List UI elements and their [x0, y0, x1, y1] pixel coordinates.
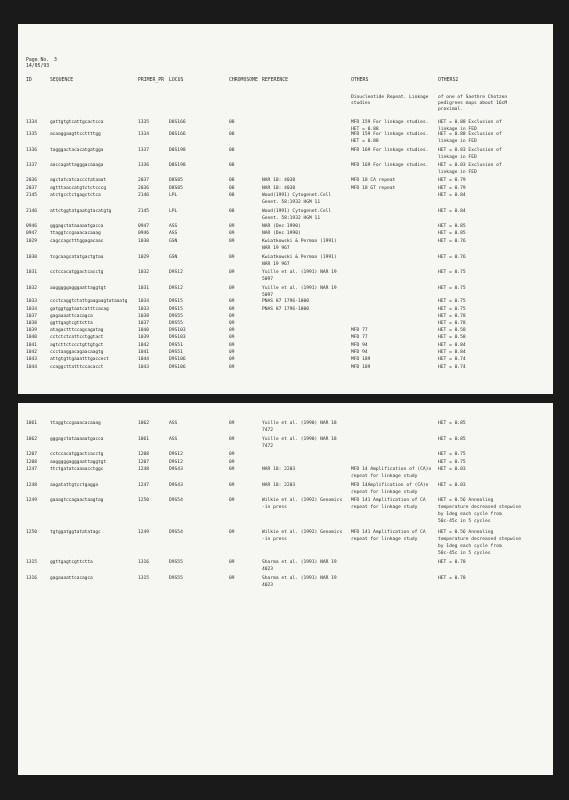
- row-id: 1335: [26, 132, 38, 137]
- row-chromosome: 08: [229, 186, 235, 191]
- row-sequence: gagaaaattcacagca: [50, 314, 93, 319]
- row-others: repeat for linkage study: [351, 474, 418, 479]
- row-chromosome: 09: [229, 350, 235, 355]
- row-id: 0946: [26, 224, 38, 229]
- column-header-id: ID: [26, 78, 32, 83]
- row-reference: Sharma et al. (1991) NAR 19: [262, 576, 337, 581]
- row-others2: HET = 0.58: [438, 328, 466, 333]
- row-locus: D9S55: [169, 321, 183, 326]
- row-primer-pair: 1336: [138, 163, 150, 168]
- row-others2: HET = 0.85: [438, 421, 466, 426]
- row-chromosome: 09: [229, 560, 235, 565]
- row-primer-pair: 1040: [138, 328, 150, 333]
- row-id: 1061: [26, 421, 38, 426]
- page-number: 3: [54, 58, 57, 63]
- row-chromosome: 08: [229, 148, 235, 153]
- row-chromosome: 09: [229, 357, 235, 362]
- row-sequence: cctctctcattcctggtact: [50, 335, 104, 340]
- row-reference: Yuille et al. (1991) NAR 19: [262, 270, 337, 275]
- row-locus: D9S54: [169, 498, 183, 503]
- row-others2: linkage in FED: [438, 139, 477, 144]
- row-others2: HET = 0.74: [438, 357, 466, 362]
- row-locus: LPL: [169, 209, 178, 214]
- row-primer-pair: 1248: [138, 467, 150, 472]
- row-primer-pair: 1039: [138, 335, 150, 340]
- row-others2: HET = 0.78: [438, 321, 466, 326]
- row-id: 1033: [26, 299, 38, 304]
- others2-header-note: proximal.: [438, 107, 463, 112]
- row-reference: 5097: [262, 277, 274, 282]
- row-id: 0947: [26, 231, 38, 236]
- row-id: 1249: [26, 498, 38, 503]
- row-others2: HET = 0.56 Annealing: [438, 530, 494, 535]
- row-primer-pair: 1031: [138, 286, 150, 291]
- row-reference: Yuille et al. (1990) NAR 18: [262, 437, 337, 442]
- row-reference: Kwiatkowski & Perman (1991): [262, 239, 337, 244]
- row-primer-pair: 2037: [138, 178, 150, 183]
- row-others: MFD 189: [351, 365, 371, 370]
- row-others2: HET = 0.84: [438, 209, 466, 214]
- row-others2: HET = 0.78: [438, 576, 466, 581]
- row-id: 1032: [26, 286, 38, 291]
- row-locus: D8S166: [169, 132, 186, 137]
- row-others2: HET = 0.76: [438, 239, 466, 244]
- row-chromosome: 09: [229, 452, 235, 457]
- row-sequence: agctatcatcaccctataaat: [50, 178, 106, 183]
- row-reference: Yuille et al. (1991) NAR 19: [262, 286, 337, 291]
- row-reference: Wilkie et al. (1992) Genomics: [262, 530, 343, 535]
- row-others: MFD 141 Amplification of CA: [351, 530, 426, 535]
- row-chromosome: 08: [229, 178, 235, 183]
- row-reference: NAR 18: 4038: [262, 186, 296, 191]
- row-primer-pair: 1044: [138, 357, 150, 362]
- page-number-label: Page No.: [26, 58, 50, 63]
- row-chromosome: 09: [229, 270, 235, 275]
- row-locus: LPL: [169, 193, 178, 198]
- row-primer-pair: 1061: [138, 437, 150, 442]
- document-sheet-bottom: [18, 403, 553, 775]
- page-date: 14/05/93: [26, 64, 50, 69]
- row-id: 1248: [26, 483, 38, 488]
- row-others2: HET = 0.78: [438, 560, 466, 565]
- row-sequence: aagatattgtcctgagga: [50, 483, 98, 488]
- row-sequence: tgtggatggtatatatagc: [50, 530, 101, 535]
- row-sequence: attctggtatgaatgtacatgtg: [50, 209, 112, 214]
- row-locus: D9S54: [169, 530, 183, 535]
- row-locus: D9S15: [169, 307, 183, 312]
- row-locus: D9S43: [169, 467, 183, 472]
- row-id: 2036: [26, 178, 38, 183]
- row-locus: D9S15: [169, 299, 183, 304]
- row-chromosome: 08: [229, 209, 235, 214]
- row-sequence: gatggtggtaatcatttcacag: [50, 307, 109, 312]
- row-reference: NAR 19 967: [262, 262, 290, 267]
- row-reference: NAR 18: 4038: [262, 178, 296, 183]
- row-chromosome: 09: [229, 224, 235, 229]
- row-primer-pair: 1032: [138, 270, 150, 275]
- row-sequence: gaaagtccagaactaagtag: [50, 498, 104, 503]
- others2-header-note: of one of Saethre Chotzen: [438, 95, 508, 100]
- row-primer-pair: 1208: [138, 452, 150, 457]
- row-others2: linkage in FED: [438, 127, 477, 132]
- row-others2: 50c-45c in 5 cycles: [438, 551, 491, 556]
- column-header-sequence: SEQUENCE: [50, 78, 74, 83]
- row-sequence: aaccagattagggacaaaga: [50, 163, 104, 168]
- row-reference: -in press: [262, 537, 287, 542]
- row-primer-pair: 0946: [138, 231, 150, 236]
- row-others2: HET = 0.83: [438, 467, 466, 472]
- row-id: 1044: [26, 365, 38, 370]
- row-chromosome: 09: [229, 307, 235, 312]
- column-header-others2: OTHERS2: [438, 78, 459, 83]
- row-chromosome: 09: [229, 576, 235, 581]
- row-others2: HET = 0.75: [438, 452, 466, 457]
- row-others2: HET = 0.84: [438, 193, 466, 198]
- column-header-chromosome: CHROMOSOME: [229, 78, 258, 83]
- row-reference: -in press: [262, 505, 287, 510]
- row-chromosome: 09: [229, 460, 235, 465]
- row-others: MFD 94: [351, 343, 368, 348]
- row-primer-pair: 1037: [138, 321, 150, 326]
- row-primer-pair: 2146: [138, 193, 150, 198]
- row-sequence: gattgtgtcattgcactcca: [50, 120, 104, 125]
- row-others: repeat for linkage study: [351, 490, 418, 495]
- row-chromosome: 08: [229, 120, 235, 125]
- row-id: 1334: [26, 120, 38, 125]
- row-others2: HET = 0.56 Annealing: [438, 498, 494, 503]
- row-locus: D9S103: [169, 328, 186, 333]
- row-others: MFD 77: [351, 328, 368, 333]
- row-reference: Wood(1991) Cytogenet.Cell: [262, 193, 332, 198]
- row-primer-pair: 1334: [138, 132, 150, 137]
- row-chromosome: 09: [229, 437, 235, 442]
- row-locus: D9S43: [169, 483, 183, 488]
- row-primer-pair: 2036: [138, 186, 150, 191]
- row-reference: Kwiatkowski & Perman (1991): [262, 255, 337, 260]
- row-others2: HET = 0.88 Exclusion of: [438, 120, 502, 125]
- row-others2: HET = 0.83: [438, 483, 466, 488]
- row-sequence: ggttgagtcgttctta: [50, 321, 93, 326]
- row-sequence: ggttgagtcgttctta: [50, 560, 93, 565]
- row-sequence: atctgcctctgagctctca: [50, 193, 101, 198]
- row-others: MFD 18 CA repeat: [351, 178, 396, 183]
- row-locus: D9S55: [169, 576, 183, 581]
- row-others: MFD 159 For linkage studies.: [351, 120, 429, 125]
- row-locus: ASS: [169, 437, 178, 442]
- row-reference: PNAS 87 1796-1800: [262, 299, 310, 304]
- row-others2: HET = 0.58: [438, 335, 466, 340]
- row-others2: HET = 0.83 Exclusion of: [438, 163, 502, 168]
- row-others2: HET = 0.84: [438, 343, 466, 348]
- row-reference: Wilkie et al. (1992) Genomics: [262, 498, 343, 503]
- row-primer-pair: 2145: [138, 209, 150, 214]
- row-others2: HET = 0.85: [438, 231, 466, 236]
- row-chromosome: 09: [229, 239, 235, 244]
- row-id: 2145: [26, 193, 38, 198]
- row-others2: temperature decreased stepwise: [438, 537, 521, 542]
- row-primer-pair: 1335: [138, 120, 150, 125]
- row-chromosome: 09: [229, 335, 235, 340]
- row-locus: D9S103: [169, 335, 186, 340]
- row-others: HET = 0.88: [351, 127, 379, 132]
- row-others: MFD 94: [351, 350, 368, 355]
- row-id: 1029: [26, 239, 38, 244]
- row-reference: Yuille et al. (1990) NAR 18: [262, 421, 337, 426]
- row-locus: D8S85: [169, 178, 183, 183]
- row-sequence: gagaaaattcacagca: [50, 576, 93, 581]
- row-others2: HET = 0.85: [438, 224, 466, 229]
- row-sequence: aagggggagggaattaggtgt: [50, 460, 106, 465]
- row-chromosome: 09: [229, 483, 235, 488]
- row-sequence: ttaggtccgaaacacaaag: [50, 231, 101, 236]
- row-chromosome: 08: [229, 193, 235, 198]
- row-others2: HET = 0.75: [438, 299, 466, 304]
- row-primer-pair: 1337: [138, 148, 150, 153]
- row-reference: 7472: [262, 444, 274, 449]
- row-primer-pair: 1030: [138, 239, 150, 244]
- row-sequence: ccctcaggtctattgaagaagtataaatg: [50, 299, 128, 304]
- row-sequence: attgtgttgaaatttgaccect: [50, 357, 109, 362]
- row-reference: NAR 18: 2203: [262, 467, 296, 472]
- row-primer-pair: 0947: [138, 224, 150, 229]
- row-id: 1316: [26, 576, 38, 581]
- row-others2: linkage in FED: [438, 170, 477, 175]
- row-others: MFD 169 For linkage studies.: [351, 148, 429, 153]
- column-header-locus: LOCUS: [169, 78, 184, 83]
- row-id: 2146: [26, 209, 38, 214]
- row-locus: ASS: [169, 421, 178, 426]
- row-locus: D9S106: [169, 357, 186, 362]
- row-others: MFD 141 Amplification of CA: [351, 498, 426, 503]
- row-reference: 4023: [262, 567, 274, 572]
- row-chromosome: 09: [229, 498, 235, 503]
- row-id: 1247: [26, 467, 38, 472]
- row-sequence: agtcttctccctgttgtgct: [50, 343, 104, 348]
- row-primer-pair: 1250: [138, 498, 150, 503]
- row-primer-pair: 1029: [138, 255, 150, 260]
- row-locus: D8S198: [169, 163, 186, 168]
- row-others: MFD 169 For linkage studies.: [351, 163, 429, 168]
- row-locus: D8S198: [169, 148, 186, 153]
- row-id: 1031: [26, 270, 38, 275]
- row-others: MFD 189: [351, 357, 371, 362]
- row-others2: HET = 0.76: [438, 255, 466, 260]
- row-primer-pair: 1043: [138, 365, 150, 370]
- row-sequence: atagactttccagcagatag: [50, 328, 104, 333]
- row-others2: HET = 0.75: [438, 460, 466, 465]
- row-primer-pair: 1041: [138, 350, 150, 355]
- row-others2: linkage in FED: [438, 155, 477, 160]
- row-others2: HET = 0.85: [438, 437, 466, 442]
- row-locus: D9S12: [169, 286, 183, 291]
- row-primer-pair: 1062: [138, 421, 150, 426]
- row-others2: HET = 0.84: [438, 350, 466, 355]
- row-primer-pair: 1207: [138, 460, 150, 465]
- row-id: 1041: [26, 343, 38, 348]
- row-chromosome: 09: [229, 299, 235, 304]
- row-reference: Wood(1991) Cytogenet.Cell: [262, 209, 332, 214]
- row-others: MFD 77: [351, 335, 368, 340]
- row-id: 1037: [26, 314, 38, 319]
- row-chromosome: 09: [229, 231, 235, 236]
- row-others: repeat for linkage study: [351, 537, 418, 542]
- row-id: 1207: [26, 452, 38, 457]
- row-id: 1039: [26, 328, 38, 333]
- row-sequence: ttaggtccgaaacacaaag: [50, 421, 101, 426]
- row-chromosome: 09: [229, 421, 235, 426]
- row-id: 1043: [26, 357, 38, 362]
- row-id: 1208: [26, 460, 38, 465]
- row-reference: 5097: [262, 293, 274, 298]
- column-header-others: OTHERS: [351, 78, 369, 83]
- row-reference: 7472: [262, 428, 274, 433]
- row-others: HET = 0.88: [351, 139, 379, 144]
- others-header-note: studies: [351, 101, 371, 106]
- row-id: 1250: [26, 530, 38, 535]
- row-locus: GSN: [169, 239, 178, 244]
- row-others2: 50c-45c in 5 cycles: [438, 519, 491, 524]
- row-others: repeat for linkage study: [351, 505, 418, 510]
- row-chromosome: 09: [229, 286, 235, 291]
- row-primer-pair: 1315: [138, 576, 150, 581]
- row-others2: HET = 0.75: [438, 270, 466, 275]
- row-others: MFD 159 For linkage studies.: [351, 132, 429, 137]
- row-sequence: acaaggaagttccttttgg: [50, 132, 101, 137]
- row-reference: NAR 18: 2203: [262, 483, 296, 488]
- row-others2: temperature decreased stepwise: [438, 505, 521, 510]
- row-id: 1337: [26, 163, 38, 168]
- row-chromosome: 09: [229, 365, 235, 370]
- row-primer-pair: 1247: [138, 483, 150, 488]
- row-primer-pair: 1042: [138, 343, 150, 348]
- others2-header-note: pedigrees maps about 16cM: [438, 101, 508, 106]
- row-others2: HET = 0.75: [438, 286, 466, 291]
- row-sequence: cagccagctttggagacaac: [50, 239, 104, 244]
- row-reference: Genet. 58:1932 HGM 11: [262, 200, 321, 205]
- row-chromosome: 09: [229, 328, 235, 333]
- row-others2: HET = 0.88 Exclusion of: [438, 132, 502, 137]
- row-sequence: gggagctataaaaatgacca: [50, 224, 104, 229]
- row-primer-pair: 1038: [138, 314, 150, 319]
- row-others2: by 1deg each cycle from: [438, 544, 502, 549]
- row-sequence: ttctgatatcaaaacctggc: [50, 467, 104, 472]
- row-chromosome: 09: [229, 255, 235, 260]
- row-id: 1062: [26, 437, 38, 442]
- row-others: MFD 14Amplification of (CA)n: [351, 483, 429, 488]
- row-reference: NAR 19 967: [262, 246, 290, 251]
- row-locus: D9S51: [169, 343, 183, 348]
- row-locus: ASS: [169, 224, 178, 229]
- row-others2: HET = 0.78: [438, 314, 466, 319]
- row-primer-pair: 1033: [138, 307, 150, 312]
- row-others2: HET = 0.79: [438, 186, 466, 191]
- row-locus: D9S106: [169, 365, 186, 370]
- row-locus: D9S12: [169, 452, 183, 457]
- row-locus: D9S51: [169, 350, 183, 355]
- others-header-note: Dinucleotide Repeat. Linkage: [351, 95, 429, 100]
- row-sequence: agtttaaccatgtctctcccg: [50, 186, 106, 191]
- row-locus: D9S12: [169, 270, 183, 275]
- row-others2: HET = 0.74: [438, 365, 466, 370]
- row-sequence: ccaggcttatttccacacct: [50, 365, 104, 370]
- row-id: 1336: [26, 148, 38, 153]
- row-chromosome: 09: [229, 314, 235, 319]
- row-others: MFD 14 Amplification of (CA)n: [351, 467, 432, 472]
- row-reference: PNAS 87 1796-1800: [262, 307, 310, 312]
- column-header-reference: REFERENCE: [262, 78, 288, 83]
- row-locus: D9S12: [169, 460, 183, 465]
- row-id: 1040: [26, 335, 38, 340]
- row-sequence: gggagctataaaaatgacca: [50, 437, 104, 442]
- row-chromosome: 08: [229, 132, 235, 137]
- row-reference: 4023: [262, 583, 274, 588]
- row-others2: HET = 0.79: [438, 178, 466, 183]
- row-others2: HET = 0.83 Exclusion of: [438, 148, 502, 153]
- row-locus: D9S55: [169, 314, 183, 319]
- row-id: 1315: [26, 560, 38, 565]
- row-primer-pair: 1249: [138, 530, 150, 535]
- row-sequence: tagggactacacatgatgga: [50, 148, 104, 153]
- row-sequence: cctccacatggactcacctg: [50, 452, 104, 457]
- row-locus: ASS: [169, 231, 178, 236]
- row-primer-pair: 1316: [138, 560, 150, 565]
- row-chromosome: 09: [229, 530, 235, 535]
- row-locus: D9S55: [169, 560, 183, 565]
- row-chromosome: 09: [229, 343, 235, 348]
- row-chromosome: 08: [229, 163, 235, 168]
- row-sequence: aagggggagggaattaggtgt: [50, 286, 106, 291]
- row-sequence: cctccacatggactcacctg: [50, 270, 104, 275]
- row-id: 1042: [26, 350, 38, 355]
- row-chromosome: 09: [229, 321, 235, 326]
- row-others: MFD 18 GT repeat: [351, 186, 396, 191]
- row-sequence: ccctaaggacagaacaagtg: [50, 350, 104, 355]
- row-locus: D8S85: [169, 186, 183, 191]
- row-reference: Genet. 58:1932 HGM 11: [262, 216, 321, 221]
- row-reference: NAR (Dec 1990): [262, 224, 301, 229]
- row-reference: NAR (Dec 1990): [262, 231, 301, 236]
- row-id: 1034: [26, 307, 38, 312]
- row-id: 2037: [26, 186, 38, 191]
- row-sequence: tcgcaagcatatgactgtaa: [50, 255, 104, 260]
- row-chromosome: 09: [229, 467, 235, 472]
- row-locus: GSN: [169, 255, 178, 260]
- row-id: 1038: [26, 321, 38, 326]
- column-header-primer: PRIMER_PR: [138, 78, 164, 83]
- row-locus: D8S166: [169, 120, 186, 125]
- row-primer-pair: 1034: [138, 299, 150, 304]
- row-others2: by 1deg each cycle from: [438, 512, 502, 517]
- row-reference: Sharma et al. (1991) NAR 19: [262, 560, 337, 565]
- row-id: 1030: [26, 255, 38, 260]
- row-others2: HET = 0.75: [438, 307, 466, 312]
